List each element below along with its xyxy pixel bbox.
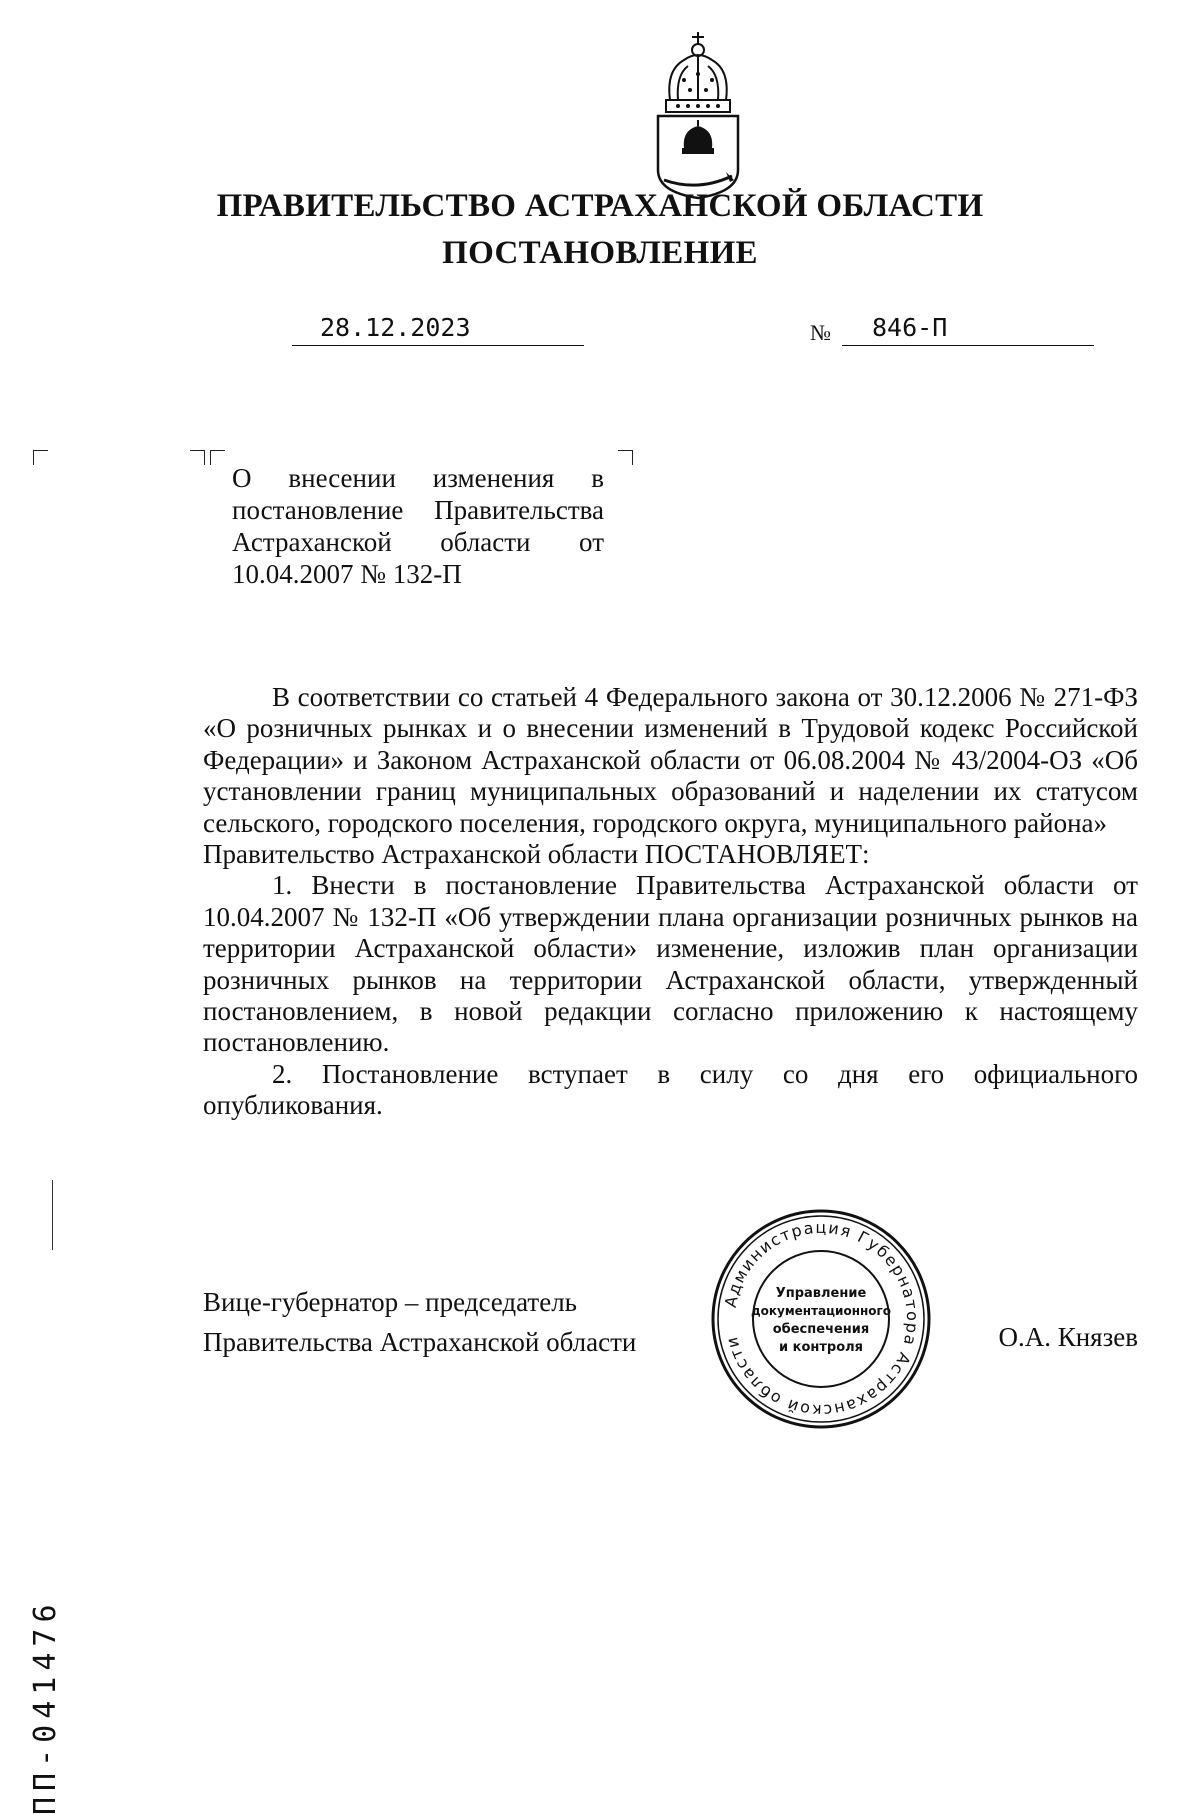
signer-position-line: Правительства Астраханской области [203,1327,637,1357]
corner-mark [618,450,633,465]
stamp-center-line: Управление [775,1286,867,1301]
decree-line: Правительство Астраханской области ПОСТАНОВЛЯЕТ: [203,839,870,870]
signer-position-line: Вице-губернатор – председатель [203,1287,577,1317]
document-body [203,682,1138,1122]
serial-number: ПП-041476 [28,1598,63,1815]
stamp-center-line: и контроля [778,1340,864,1355]
item-1-paragraph: 1. Внести в постановление Правительства Астраханской области от 10.04.2007 № 132-П «Об утверждении плана организации розничных рынков на территории Астраханской области» изменение, изложив план организации розничных рынков на территории Астраханской области, утвержденный постановлением, в новой редакции согласно приложению к настоящему постановлению. [203,870,1138,1058]
document-subject [232,462,604,590]
document-type-title: ПОСТАНОВЛЕНИЕ [442,235,758,271]
subject-line: О внесении изменения в [232,463,604,493]
subject-line: постановление Правительства [232,495,604,525]
coat-of-arms-emblem [648,30,748,200]
document-date: 28.12.2023 [320,313,471,342]
government-title: ПРАВИТЕЛЬСТВО АСТРАХАНСКОЙ ОБЛАСТИ [216,188,984,224]
corner-mark [33,450,48,465]
date-underline [292,345,584,346]
corner-mark [190,450,205,465]
official-stamp [710,1208,932,1430]
subject-line: Астраханской области от [232,527,604,557]
subject-line: 10.04.2007 № 132-П [232,559,462,589]
preamble-paragraph: В соответствии со статьей 4 Федерального закона от 30.12.2006 № 271-ФЗ «О розничных рынках и о внесении изменений в Трудовой кодекс Российской Федерации» и Законом Астраханской области от 06.08.2004 № 43/2004-ОЗ «Об установлении границ муниципальных образований и наделении их статусом сельского, городского поселения, городского округа, муниципального района» [203,682,1138,838]
stamp-center-line: документационного [750,1304,892,1318]
signer-name: О.А. Князев [998,1322,1138,1352]
corner-mark [210,450,225,465]
item-2-paragraph: 2. Постановление вступает в силу со дня его официального опубликования. [203,1058,1138,1121]
stamp-ring-text: Администрация Губернатора Астраханской области [720,1217,923,1421]
number-sign: № [810,320,831,345]
stamp-center-line: обеспечения [772,1322,870,1337]
document-number: 846-П [872,313,948,342]
margin-line [52,1180,53,1250]
svg-text:Администрация Губернатора Астр [721,1218,922,1420]
number-underline [842,345,1094,346]
signer-position [203,1282,636,1362]
